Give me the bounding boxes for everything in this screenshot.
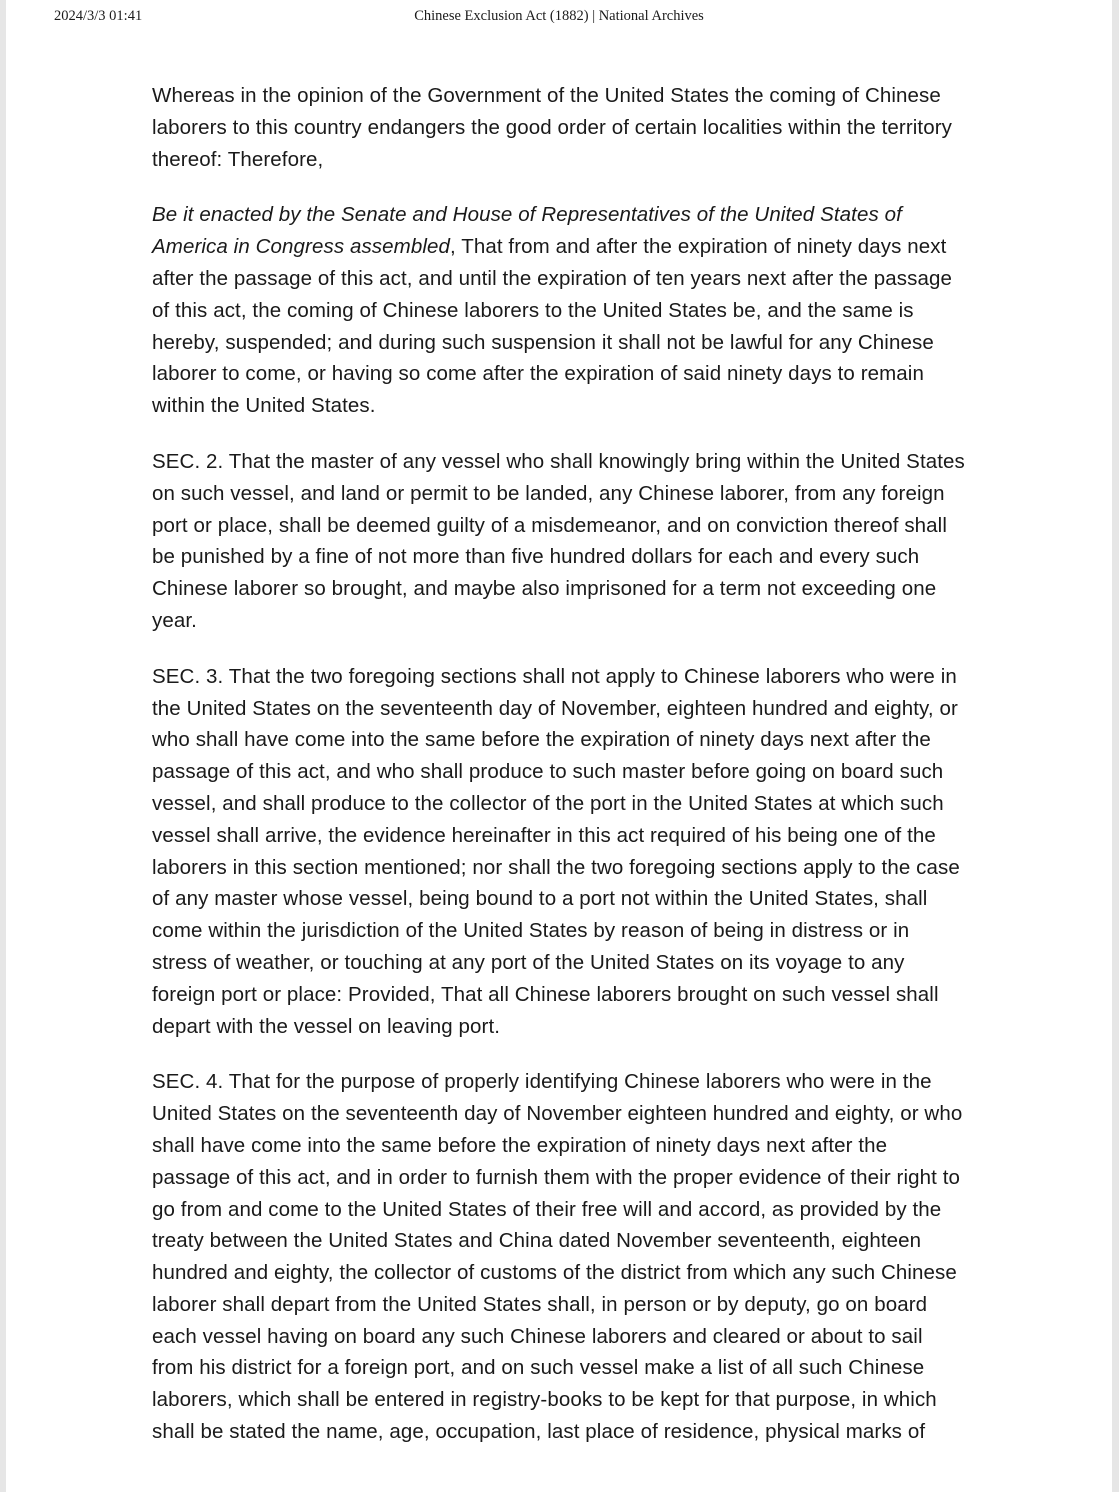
paragraph-section-3: SEC. 3. That the two foregoing sections shall not apply to Chinese laborers who were in the United States on the seventeenth day of November, eighteen hundred and eighty, or who shall have come into the same before the expiration of ninety days next after the passage of this act, and who shall produce to such master before going on board such vessel, and shall produce to the collector of the port in the United States at which such vessel shall arrive, the evidence hereinafter in this act required of his being one of the laborers in this section mentioned; nor shall the two foregoing sections apply to the case of any master whose vessel, being bound to a port not within the United States, shall come within the jurisdiction of the United States by reason of being in distress or in stress of weather, or touching at any port of the United States on its voyage to any foreign port or place: Provided, That all Chinese laborers brought on such vessel shall depart with the vessel on leaving port.	[152, 664, 960, 1038]
page-edge-left	[0, 0, 6, 1492]
enacting-clause-rest: , That from and after the expiration of ninety days next after the passage of this act, and until the expiration of ten years next after the passage of this act, the coming of Chinese laborers to the United States be, and the same is hereby, suspended; and during such suspension it shall not be lawful for any Chinese laborer to come, or having so come after the expiration of said ninety days to remain within the United States.	[152, 235, 952, 418]
page-edge-right	[1112, 0, 1119, 1492]
paragraph-enacting-clause	[152, 199, 966, 422]
header-title: Chinese Exclusion Act (1882) | National Archives	[414, 8, 704, 24]
paragraph-section-4: SEC. 4. That for the purpose of properly identifying Chinese laborers who were in the United States on the seventeenth day of November eighteen hundred and eighty, or who shall have come into the same before the expiration of ninety days next after the passage of this act, and in order to furnish them with the proper evidence of their right to go from and come to the United States of their free will and accord, as provided by the treaty between the United States and China dated November seventeenth, eighteen hundred and eighty, the collector of customs of the district from which any such Chinese laborer shall depart from the United States shall, in person or by deputy, go on board each vessel having on board any such Chinese laborers and cleared or about to sail from his district for a foreign port, and on such vessel make a list of all such Chinese laborers, which shall be entered in registry-books to be kept for that purpose, in which shall be stated the name, age, occupation, last place of residence, physical marks of	[152, 1070, 963, 1444]
paragraph-section-2: SEC. 2. That the master of any vessel who shall knowingly bring within the United States on such vessel, and land or permit to be landed, any Chinese laborer, from any foreign port or place, shall be deemed guilty of a misdemeanor, and on conviction thereof shall be punished by a fine of not more than five hundred dollars for each and every such Chinese laborer so brought, and maybe also imprisoned for a term not exceeding one year.	[152, 449, 965, 632]
paragraph-preamble: Whereas in the opinion of the Government of the United States the coming of Chinese laborers to this country endangers the good order of certain localities within the territory thereof: Therefore,	[152, 84, 953, 171]
header-date: 2024/3/3 01:41	[54, 8, 143, 24]
enacting-clause-italic: Be it enacted by the Senate and House of Representatives of the United States of America in Congress assembled	[152, 203, 902, 259]
page-header	[6, 0, 1112, 44]
document-body	[152, 80, 966, 1448]
